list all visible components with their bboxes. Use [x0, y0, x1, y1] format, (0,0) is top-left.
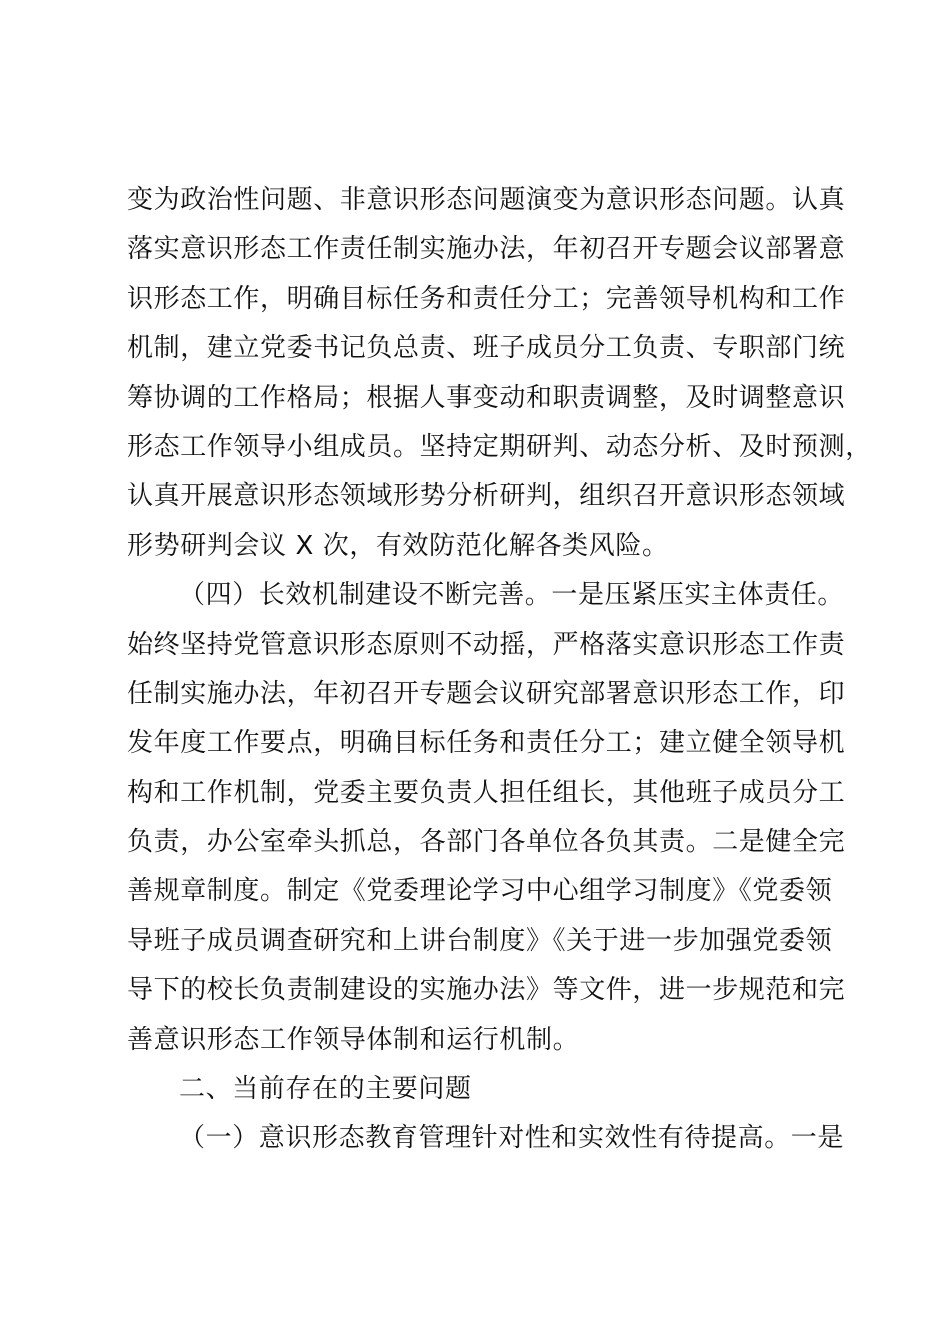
body-line: 形势研判会议 X 次，有效防范化解各类风险。: [127, 530, 669, 561]
body-line: 认真开展意识形态领域形势分析研判，组织召开意识形态领域: [127, 481, 846, 512]
paragraph-first-line: （四）长效机制建设不断完善。一是压紧压实主体责任。: [179, 580, 845, 611]
body-line: 识形态工作，明确目标任务和责任分工；完善领导机构和工作: [127, 283, 846, 314]
body-line: 筹协调的工作格局；根据人事变动和职责调整，及时调整意识: [127, 382, 846, 413]
body-line: 落实意识形态工作责任制实施办法，年初召开专题会议部署意: [127, 234, 846, 265]
body-line: 导班子成员调查研究和上讲台制度》《关于进一步加强党委领: [127, 925, 833, 956]
body-line: 形态工作领导小组成员。坚持定期研判、动态分析、及时预测，: [127, 431, 872, 462]
body-line: 任制实施办法，年初召开专题会议研究部署意识形态工作，印: [127, 678, 846, 709]
body-line: 负责，办公室牵头抓总，各部门各单位各负其责。二是健全完: [127, 827, 846, 858]
section-heading: 二、当前存在的主要问题: [179, 1074, 472, 1105]
body-line: 善意识形态工作领导体制和运行机制。: [127, 1024, 580, 1055]
body-line: 变为政治性问题、非意识形态问题演变为意识形态问题。认真: [127, 185, 846, 215]
document-body: [127, 176, 872, 1164]
body-line: 始终坚持党管意识形态原则不动摇，严格落实意识形态工作责: [127, 629, 846, 660]
body-line: 构和工作机制，党委主要负责人担任组长，其他班子成员分工: [127, 777, 846, 808]
body-line: 善规章制度。制定《党委理论学习中心组学习制度》《党委领: [127, 876, 833, 907]
paragraph-first-line: （一）意识形态教育管理针对性和实效性有待提高。一是: [179, 1123, 845, 1154]
body-line: 发年度工作要点，明确目标任务和责任分工；建立健全领导机: [127, 728, 846, 759]
body-line: 导下的校长负责制建设的实施办法》等文件，进一步规范和完: [127, 975, 846, 1006]
body-line: 机制，建立党委书记负总责、班子成员分工负责、专职部门统: [127, 333, 846, 364]
